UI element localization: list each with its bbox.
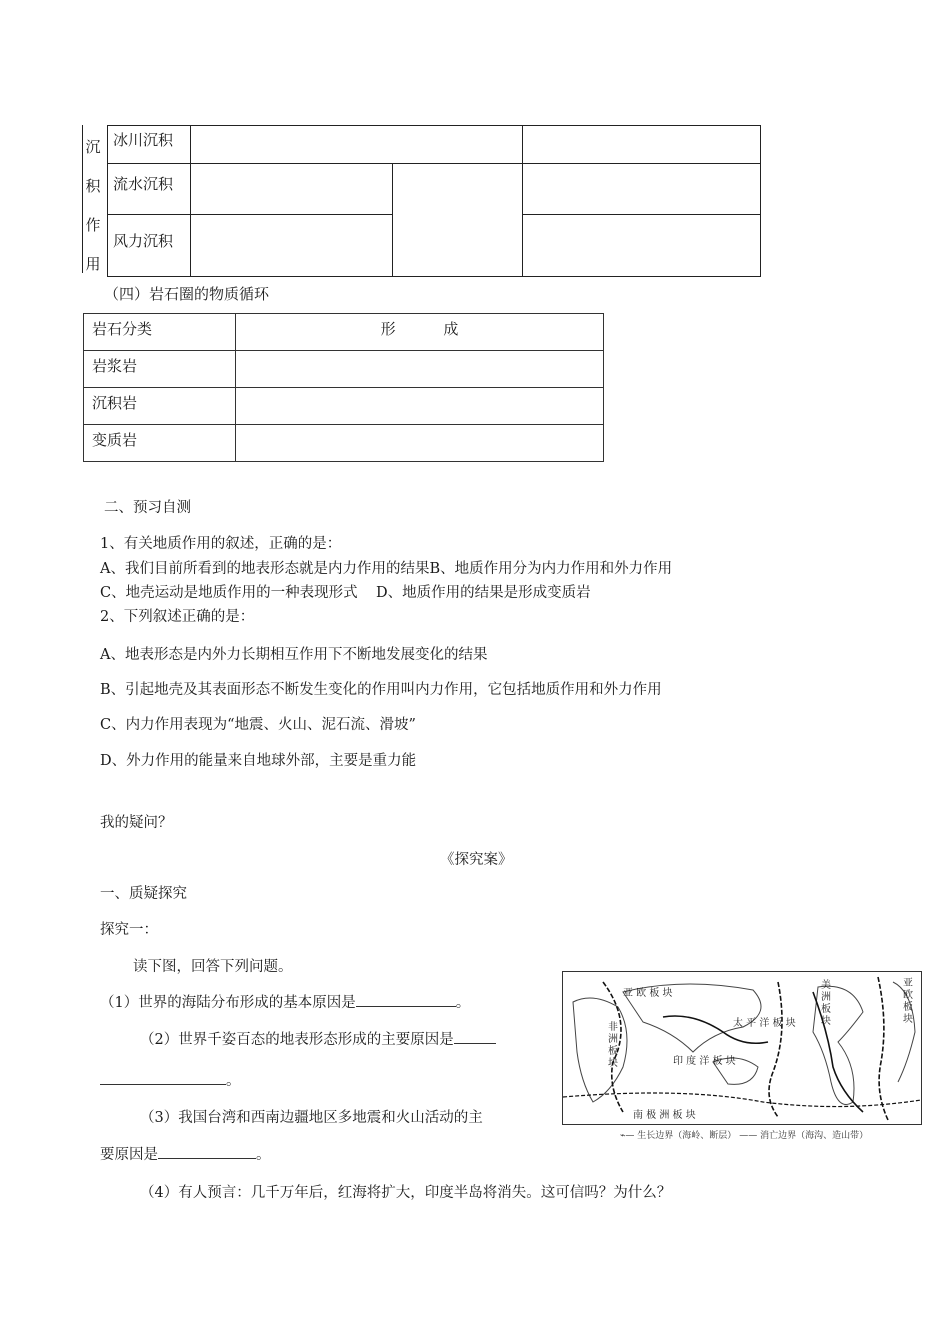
row-sedimentary: 沉积岩 <box>84 388 236 425</box>
cell-empty <box>236 388 604 425</box>
plate-label-african: 非 洲 板 块 <box>608 1022 618 1069</box>
answer-blank-2b[interactable] <box>100 1070 226 1085</box>
row-label-glacial: 冰川沉积 <box>113 131 174 149</box>
explore-question-3: （3）我国台湾和西南边疆地区多地震和火山活动的主 <box>140 1110 483 1126</box>
q1-options-ab: A、我们目前所看到的地表形态就是内力作用的结果B、地质作用分为内力作用和外力作用 <box>100 561 673 577</box>
answer-blank-1[interactable] <box>356 992 456 1007</box>
growth-boundary-pacific <box>769 982 782 1117</box>
subduction-boundary-legend-icon: —— <box>739 1131 761 1141</box>
cell-empty <box>236 425 604 462</box>
header-rock-type: 岩石分类 <box>84 314 236 351</box>
q2-option-b: B、引起地壳及其表面形态不断发生变化的作用叫内力作用，它包括地质作用和外力作用 <box>100 682 662 698</box>
q2-option-a: A、地表形态是内外力长期相互作用下不断地发展变化的结果 <box>100 647 488 663</box>
plate-label-pacific: 太 平 洋 板 块 <box>733 1018 796 1029</box>
growth-boundary-atlantic <box>878 977 888 1120</box>
row-igneous: 岩浆岩 <box>84 351 236 388</box>
plate-label-eurasian: 亚 欧 板 块 <box>623 988 673 999</box>
explore-one-label: 探究一： <box>100 922 158 938</box>
explore-question-1: （1）世界的海陆分布形成的基本原因是 。 <box>100 991 470 1012</box>
row-metamorphic: 变质岩 <box>84 425 236 462</box>
plate-label-american: 美 洲 板 块 <box>821 980 831 1027</box>
rock-classification-table <box>83 313 604 462</box>
sedimentation-group-label: 沉 积 作 用 <box>85 138 101 273</box>
header-formation: 形 成 <box>236 314 604 351</box>
section-self-test-title: 二、预习自测 <box>104 500 191 516</box>
q1-options-cd: C、地壳运动是地质作用的一种表现形式 D、地质作用的结果是形成变质岩 <box>100 585 591 601</box>
plate-label-indian-ocean: 印 度 洋 板 块 <box>673 1056 736 1067</box>
growth-boundary-legend-icon: ⌁— <box>620 1131 635 1141</box>
q2-option-d: D、外力作用的能量来自地球外部，主要是重力能 <box>100 753 417 769</box>
explore-question-3-cont: 要原因是 。 <box>100 1143 271 1164</box>
plate-label-eurasian-right: 亚 欧 板 块 <box>903 978 913 1025</box>
row-label-aeolian: 风力沉积 <box>113 232 174 250</box>
explore-section-title: 一、质疑探究 <box>100 886 187 902</box>
q1-stem: 1、有关地质作用的叙述，正确的是： <box>100 536 342 552</box>
answer-blank-2a[interactable] <box>454 1029 496 1044</box>
section-rock-cycle-title: （四）岩石圈的物质循环 <box>104 285 270 303</box>
my-question-label: 我的疑问？ <box>100 815 173 831</box>
explore-question-2-cont: 。 <box>100 1069 241 1090</box>
explore-question-2: （2）世界千姿百态的地表形态形成的主要原因是 <box>140 1028 496 1049</box>
q2-stem: 2、下列叙述正确的是： <box>100 609 255 625</box>
plate-tectonics-map <box>562 971 922 1125</box>
read-prompt: 读下图，回答下列问题。 <box>133 959 293 975</box>
q2-option-c: C、内力作用表现为“地震、火山、泥石流、滑坡” <box>100 717 416 733</box>
row-label-fluvial: 流水沉积 <box>113 175 174 193</box>
answer-blank-3[interactable] <box>158 1144 256 1159</box>
cell-empty <box>236 351 604 388</box>
explore-title: 《探究案》 <box>440 852 513 868</box>
map-legend: ⌁— 生长边界（海岭、断层） —— 消亡边界（海沟、造山带） <box>620 1131 869 1141</box>
explore-question-4: （4）有人预言：几千万年后，红海将扩大，印度半岛将消失。这可信吗？为什么？ <box>140 1185 672 1201</box>
plate-label-antarctic: 南 极 洲 板 块 <box>633 1110 696 1121</box>
